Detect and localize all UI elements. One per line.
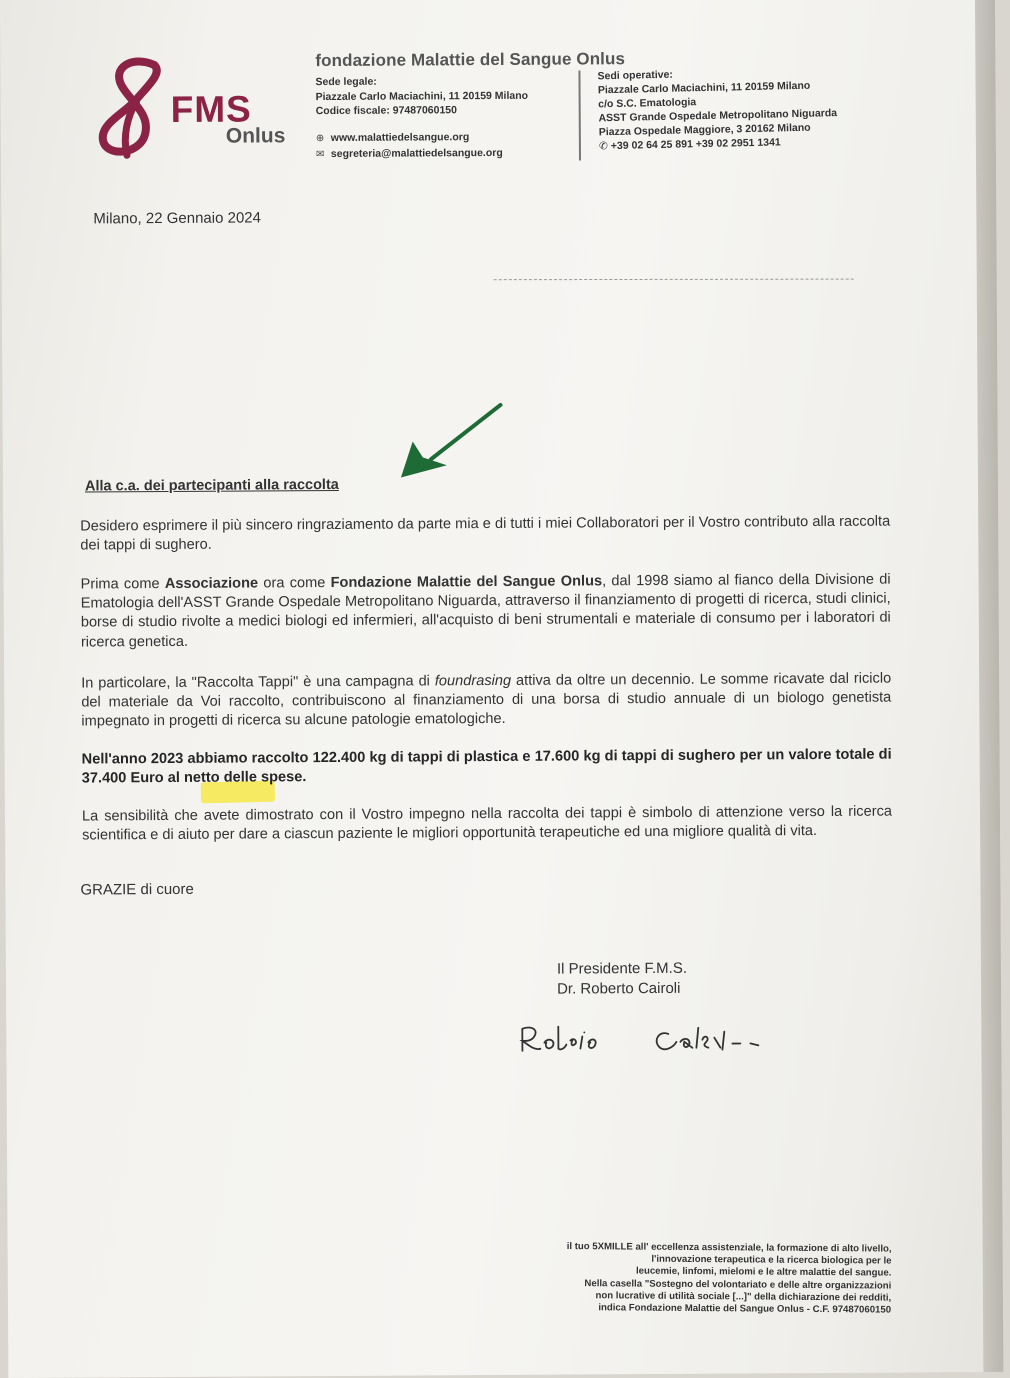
p2-foundation: Fondazione Malattie del Sangue Onlus <box>330 573 603 591</box>
legal-address-block <box>315 74 528 119</box>
paragraph-5: La sensibilità che avete dimostrato con il Vostro impegno nella raccolta dei tappi è simbolo di attenzione verso la ricerca scientifica e di aiuto per dare a ciascun paziente le migliori opportunità terapeutiche ed una migliore qualità di vita. <box>81 803 893 844</box>
footer-foundation: Fondazione Malattie del Sangue Onlus <box>628 1302 805 1315</box>
signer-name: Dr. Roberto Cairoli <box>557 979 681 998</box>
paragraph-4-totals: Nell'anno 2023 abbiamo raccolto 122.400 kg di tappi di plastica e 17.600 kg di tappi di sughero per un valore totale di 37.400 Euro al netto delle spese. <box>81 746 892 787</box>
contact-block <box>316 130 503 162</box>
thanks-line: GRAZIE di cuore <box>80 880 194 899</box>
paper-edge <box>975 0 1003 1372</box>
org-name: fondazione Malattie del Sangue Onlus <box>315 49 626 71</box>
logo-ribbon-icon <box>92 57 175 161</box>
footer-line6-c: - C.F. 97487060150 <box>804 1303 892 1316</box>
footer-line3: leucemie, linfomi, mielomi e le altre malattie del sangue. <box>635 1265 892 1279</box>
website-link[interactable]: www.malattiedelsangue.org <box>330 131 470 144</box>
legal-address: Piazzale Carlo Maciachini, 11 20159 Milano <box>315 89 529 103</box>
header-divider <box>578 70 580 160</box>
footer-line1-c: all' eccellenza assistenziale, la formazione di alto livello, <box>632 1241 892 1255</box>
ops-line-2: c/o S.C. Ematologia <box>598 96 697 111</box>
letter-date: Milano, 22 Gennaio 2024 <box>93 209 262 228</box>
p2-text-a: Prima come <box>80 576 165 593</box>
ops-line-3: ASST Grande Ospedale Metropolitano Niguarda <box>598 107 838 125</box>
legal-label: Sede legale: <box>315 75 377 89</box>
logo-subtitle: Onlus <box>225 124 286 148</box>
logo-letters: FMS <box>170 88 252 130</box>
footer-line1-a: il tuo <box>566 1241 593 1253</box>
phone-icon: ✆ <box>598 140 611 153</box>
attention-line: Alla c.a. dei partecipanti alla raccolta <box>84 476 339 495</box>
ops-label: Sedi operative: <box>597 68 673 83</box>
handwritten-signature <box>518 1017 808 1064</box>
email-link[interactable]: segreteria@malattiedelsangue.org <box>330 146 503 160</box>
paragraph-3 <box>81 670 891 733</box>
p3-text-c: attiva da oltre un decennio. Le somme ricavate dal riciclo del materiale da Voi raccolto, contribuiscono al finanziamento di una borsa di studio annuale di un biologo genetista impegnato in progetti di ricerca su alcune patologie ematologiche. <box>81 670 892 730</box>
operative-address-block <box>597 64 837 153</box>
footer-line6-a: indica <box>598 1302 629 1314</box>
footer-line4: Nella casella "Sostegno del volontariato e delle altre organizzazioni <box>584 1277 892 1292</box>
p2-association: Associazione <box>164 575 259 593</box>
ops-line-1: Piazzale Carlo Maciachini, 11 20159 Milano <box>597 79 811 97</box>
footer-line2: l'innovazione terapeutica e la ricerca biologica per le <box>651 1253 892 1267</box>
p3-foundrasing: foundrasing <box>434 672 512 690</box>
signer-role: Il Presidente F.M.S. <box>556 959 688 978</box>
fms-logo <box>92 54 303 165</box>
footer-5xmille <box>477 1240 892 1316</box>
green-arrow-annotation <box>390 397 511 488</box>
p3-text-a: In particolare, la "Raccolta Tappi" è una campagna di <box>81 673 435 692</box>
signature-block <box>557 959 687 1000</box>
ops-line-4: Piazza Ospedale Maggiore, 3 20162 Milano <box>598 121 811 139</box>
mail-icon: ✉ <box>315 148 325 160</box>
p2-text-c: ora come <box>258 574 331 592</box>
address-dashed-line <box>494 279 854 281</box>
p2-text-e: , dal 1998 siamo al fianco della Divisione di Ematologia dell'ASST Grande Ospedale Metropolitano Niguarda, attraverso il finanziamento di progetti di ricerca, studi clinici, borse di studio rivolte a medici biologi ed infermieri, all'acquisto di beni strumentali e materiale di consumo per i laboratori di ricerca genetica. <box>80 571 891 651</box>
fiscal-label: Codice fiscale: <box>315 104 390 118</box>
footer-line5: non lucrative di utilità sociale [...]" della dichiarazione dei redditi, <box>595 1290 892 1304</box>
ops-phones: +39 02 64 25 891 +39 02 2951 1341 <box>610 136 781 153</box>
fiscal-code: 97487060150 <box>392 104 458 117</box>
paragraph-1: Desidero esprimere il più sincero ringraziamento da parte mia e di tutti i miei Collaboratori per il Vostro contributo alla raccolta dei tappi di sughero. <box>80 513 891 554</box>
footer-5xmille-label: 5XMILLE <box>592 1241 633 1253</box>
paragraph-2 <box>81 571 891 653</box>
globe-icon: ⊕ <box>315 133 325 145</box>
